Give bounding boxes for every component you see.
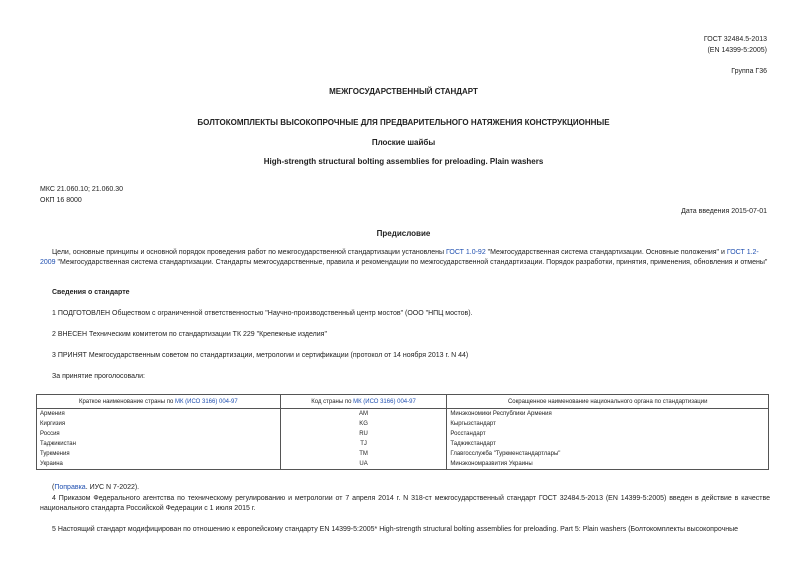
country-cell: Таджикистан [37, 439, 281, 449]
en-number: (EN 14399-5:2005) [707, 47, 767, 54]
foreword-heading: Предисловие [376, 229, 431, 238]
country-cell: Россия [37, 429, 281, 439]
document-title: БОЛТОКОМПЛЕКТЫ ВЫСОКОПРОЧНЫЕ ДЛЯ ПРЕДВАРИТЕЛЬНОГО НАТЯЖЕНИЯ КОНСТРУКЦИОННЫЕ [197, 118, 610, 127]
amendment-text: . ИУС N 7-2022). [85, 484, 140, 491]
table-row [37, 459, 769, 470]
header-country-text: Краткое наименование страны по [78, 398, 175, 405]
item-5: 5 Настоящий стандарт модифицирован по отношению к европейскому стандарту EN 14399-5:2005* High-strength structural bolting assemblies for preloading. Part 5: Plain washers (Болтокомплекты высокопрочные [52, 526, 739, 533]
gost-number: ГОСТ 32484.5-2013 [703, 36, 767, 43]
intro-date: Дата введения 2015-07-01 [681, 208, 767, 215]
code-cell: TJ [280, 439, 447, 449]
body-cell: Таджикстандарт [447, 439, 769, 449]
voted-label: За принятие проголосовали: [52, 373, 145, 380]
interstate-title: МЕЖГОСУДАРСТВЕННЫЙ СТАНДАРТ [329, 87, 478, 96]
item-2: 2 ВНЕСЕН Техническим комитетом по стандартизации ТК 229 "Крепежные изделия" [52, 331, 327, 338]
table-row [37, 449, 769, 459]
body-cell: Главгосслужба "Туркменстандартлары" [447, 449, 769, 459]
item-4: 4 Приказом Федерального агентства по техническому регулированию и метрологии от 7 апреля 2014 г. N 318-ст межгосударственный стандарт ГОСТ 32484.5-2013 (EN 14399-5:2005) введен в действие в качестве национального стандарта Российской Федерации с 1 июля 2015 г. [40, 495, 770, 512]
foreword-text-3: "Межгосударственная система стандартизации. Стандарты межгосударственные, правила и рекомендации по межгосударственной стандартизации. Порядок разработки, принятия, применения, обновления и отмены" [55, 259, 768, 266]
item-3: 3 ПРИНЯТ Межгосударственным советом по стандартизации, метрологии и сертификации (протокол от 14 ноября 2013 г. N 44) [52, 352, 469, 359]
group-label: Группа Г36 [731, 68, 767, 75]
foreword-text-1: Цели, основные принципы и основной порядок проведения работ по межгосударственной стандартизации установлены [52, 249, 446, 256]
country-cell: Украина [37, 459, 281, 470]
okp-code: ОКП 16 8000 [40, 197, 82, 204]
code-cell: RU [280, 429, 447, 439]
gost-1-0-92-link[interactable]: ГОСТ 1.0-92 [445, 249, 486, 256]
code-cell: TM [280, 449, 447, 459]
table-row [37, 429, 769, 439]
table-row [37, 439, 769, 449]
countries-table [36, 394, 769, 470]
english-title: High-strength structural bolting assemblies for preloading. Plain washers [263, 157, 544, 166]
table-row [37, 409, 769, 420]
body-cell: Минэкономразвития Украины [447, 459, 769, 470]
mks-code: МКС 21.060.10; 21.060.30 [40, 186, 124, 193]
code-cell: AM [280, 409, 447, 420]
body-cell: Минэкономики Республики Армения [447, 409, 769, 420]
country-cell: Киргизия [37, 419, 281, 429]
item-1: 1 ПОДГОТОВЛЕН Обществом с ограниченной ответственностью "Научно-производственный центр мостов" (ООО "НПЦ мостов). [52, 310, 473, 317]
about-heading: Сведения о стандарте [52, 289, 130, 296]
body-cell: Кыргызстандарт [447, 419, 769, 429]
header-body: Сокращенное наименование национального органа по стандартизации [447, 395, 769, 409]
amendment-link[interactable]: Поправка [54, 484, 86, 491]
code-cell: UA [280, 459, 447, 470]
country-cell: Туркмения [37, 449, 281, 459]
header-code [280, 395, 447, 409]
gost-1-2-2009-link[interactable]: ГОСТ 1.2-2009 [40, 249, 759, 266]
document-subtitle: Плоские шайбы [371, 138, 436, 147]
table-row [37, 419, 769, 429]
amendment-note: (Поправка. ИУС N 7-2022). [52, 484, 140, 491]
foreword-text-2: "Межгосударственная система стандартизации. Основные положения" и [485, 249, 727, 256]
header-country [37, 395, 281, 409]
code-cell: KG [280, 419, 447, 429]
mk-iso-link[interactable]: МК (ИСО 3166) 004-97 [174, 398, 238, 405]
table-header-row [37, 395, 769, 409]
country-cell: Армения [37, 409, 281, 420]
body-cell: Росстандарт [447, 429, 769, 439]
foreword-paragraph [40, 248, 770, 268]
mk-iso-link[interactable]: МК (ИСО 3166) 004-97 [353, 398, 416, 405]
header-code-text: Код страны по [311, 398, 354, 405]
